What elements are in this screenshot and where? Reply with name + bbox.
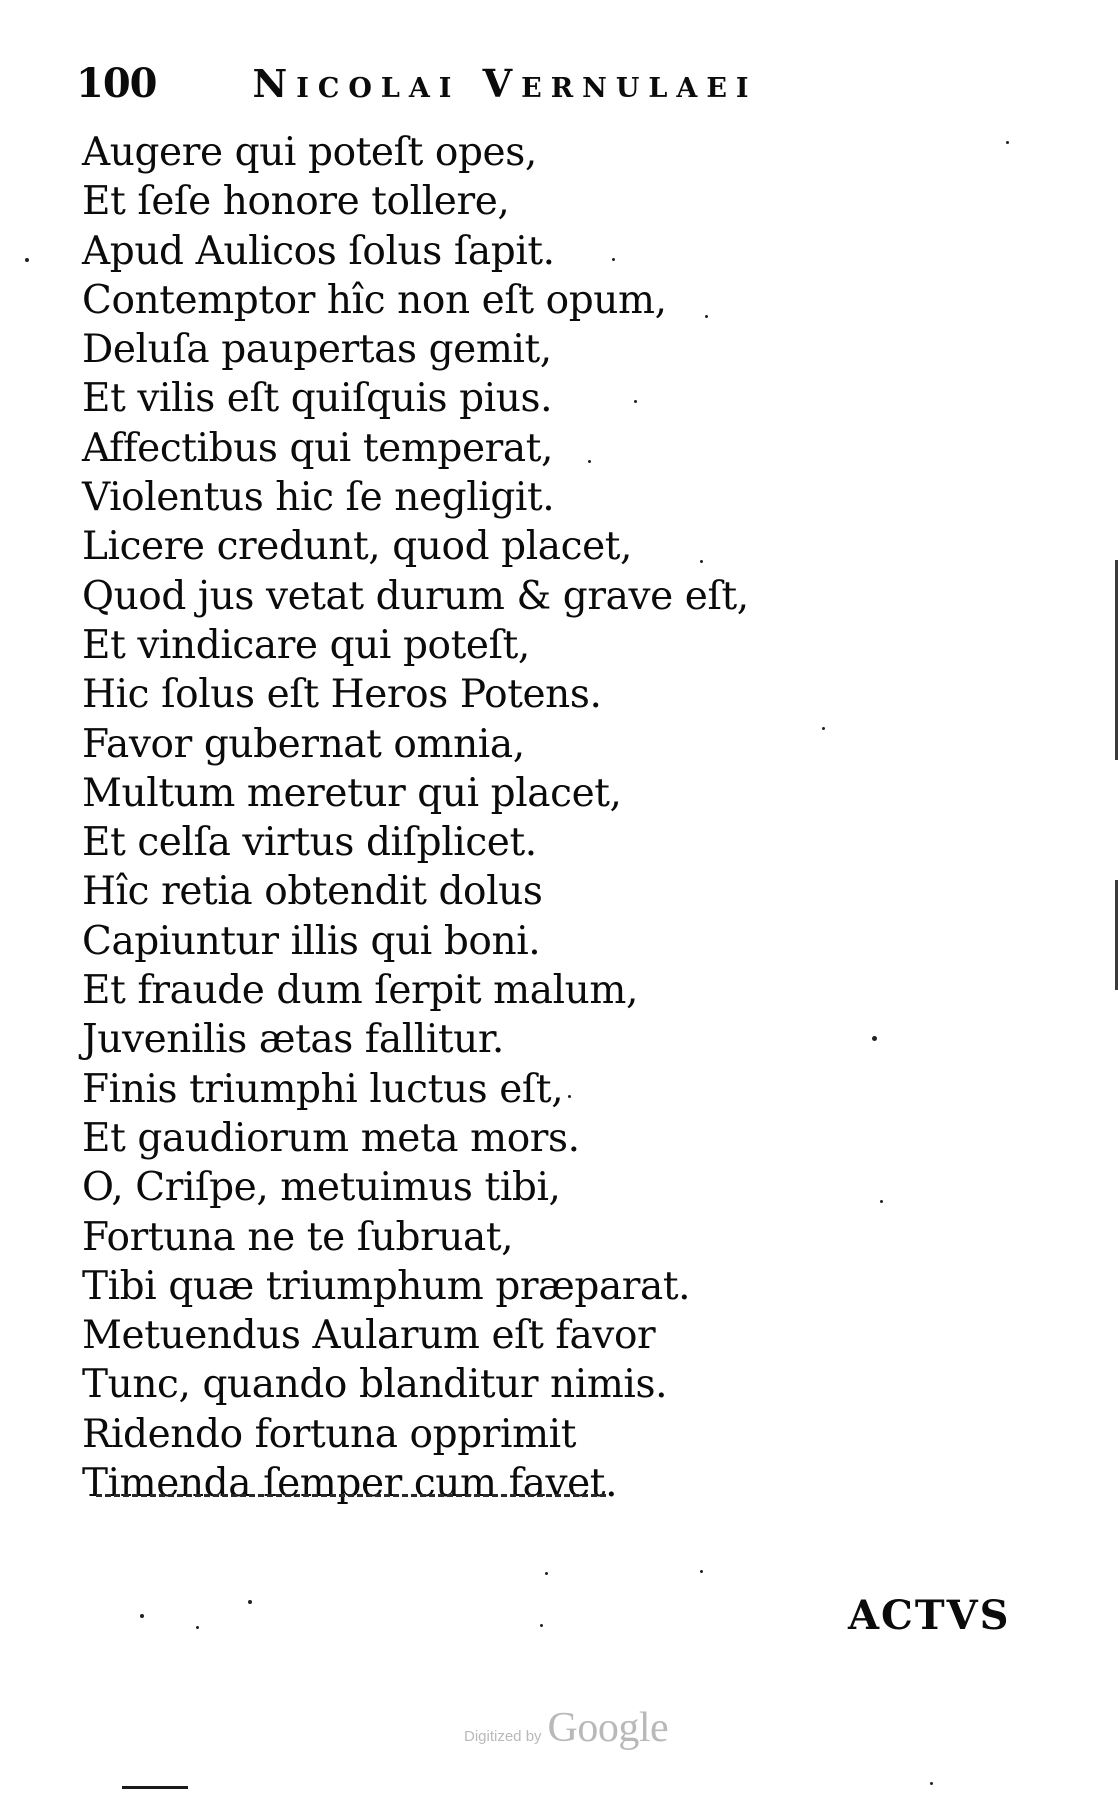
scan-speck	[248, 1600, 252, 1604]
verse-line: Juvenilis ætas fallitur.	[82, 1017, 504, 1063]
verse-list	[82, 128, 762, 1508]
scan-speck	[880, 1200, 883, 1203]
verse-line: Multum meretur qui placet,	[82, 770, 622, 816]
verse-line: Affectibus qui temperat,	[82, 425, 554, 471]
scan-speck	[1006, 141, 1009, 144]
verse-line: Apud Aulicos ſolus ſapit.	[82, 228, 555, 274]
verse-line: Et fraude dum ſerpit malum,	[82, 968, 638, 1014]
scan-speck	[700, 560, 703, 563]
verse-line: Finis triumphi luctus eſt,	[82, 1066, 564, 1112]
verse-line: Et vilis eſt quiſquis pius.	[82, 376, 553, 422]
scan-speck	[872, 1036, 877, 1041]
scan-speck	[634, 400, 637, 403]
scan-speck	[705, 315, 708, 318]
scan-speck	[196, 1626, 199, 1629]
author-name: Nicolai Vernulaei	[252, 61, 758, 106]
verse-line: Quod jus vetat durum & grave eſt,	[82, 573, 749, 619]
verse-line: Ridendo fortuna opprimit	[82, 1411, 577, 1457]
verse-line: Et gaudiorum meta mors.	[82, 1115, 580, 1161]
scan-speck	[25, 258, 29, 262]
catchword: ACTVS	[848, 1592, 1011, 1639]
verse-line: Deluſa paupertas gemit,	[82, 327, 552, 373]
scan-speck	[545, 1572, 548, 1575]
scan-speck	[540, 1624, 543, 1627]
scan-speck	[612, 258, 615, 261]
verse-line: Augere qui poteſt opes,	[82, 130, 537, 175]
verse-line: Metuendus Aularum eſt favor	[82, 1313, 656, 1359]
verse-line: Hîc retia obtendit dolus	[82, 869, 543, 915]
verse-line: Fortuna ne te ſubruat,	[82, 1214, 514, 1260]
closing-rule	[96, 1494, 606, 1497]
verse-line: Tibi quæ triumphum præparat.	[82, 1263, 691, 1309]
scan-speck	[822, 727, 825, 730]
scan-speck	[568, 1095, 571, 1098]
page-number: 100	[76, 60, 157, 107]
verse-line: Contemptor hîc non eſt opum,	[82, 277, 667, 323]
scan-speck	[588, 460, 591, 463]
scan-speck	[930, 1782, 933, 1785]
digitized-watermark	[464, 1704, 668, 1752]
verse-line: Licere credunt, quod placet,	[82, 524, 633, 570]
scan-speck	[700, 1570, 703, 1573]
verse-line: O, Criſpe, metuimus tibi,	[82, 1165, 561, 1211]
verse-line: Violentus hic ſe negligit.	[82, 475, 555, 521]
watermark-prefix: Digitized by	[464, 1728, 542, 1745]
verse-line: Hic ſolus eſt Heros Potens.	[82, 672, 602, 718]
page-foot-mark	[122, 1786, 188, 1789]
verse-line: Favor gubernat omnia,	[82, 721, 525, 767]
verse-line: Et ſeſe honore tollere,	[82, 179, 510, 225]
verse-line: Timenda ſemper cum favet.	[82, 1461, 618, 1507]
google-logo: Google	[547, 1705, 669, 1751]
verse-line: Et vindicare qui poteſt,	[82, 622, 530, 668]
running-head	[76, 60, 758, 116]
verse-line: Tunc, quando blanditur nimis.	[82, 1362, 668, 1408]
verse-line: Capiuntur illis qui boni.	[82, 918, 541, 964]
verse-line: Et celſa virtus diſplicet.	[82, 820, 537, 866]
scan-speck	[140, 1614, 144, 1618]
